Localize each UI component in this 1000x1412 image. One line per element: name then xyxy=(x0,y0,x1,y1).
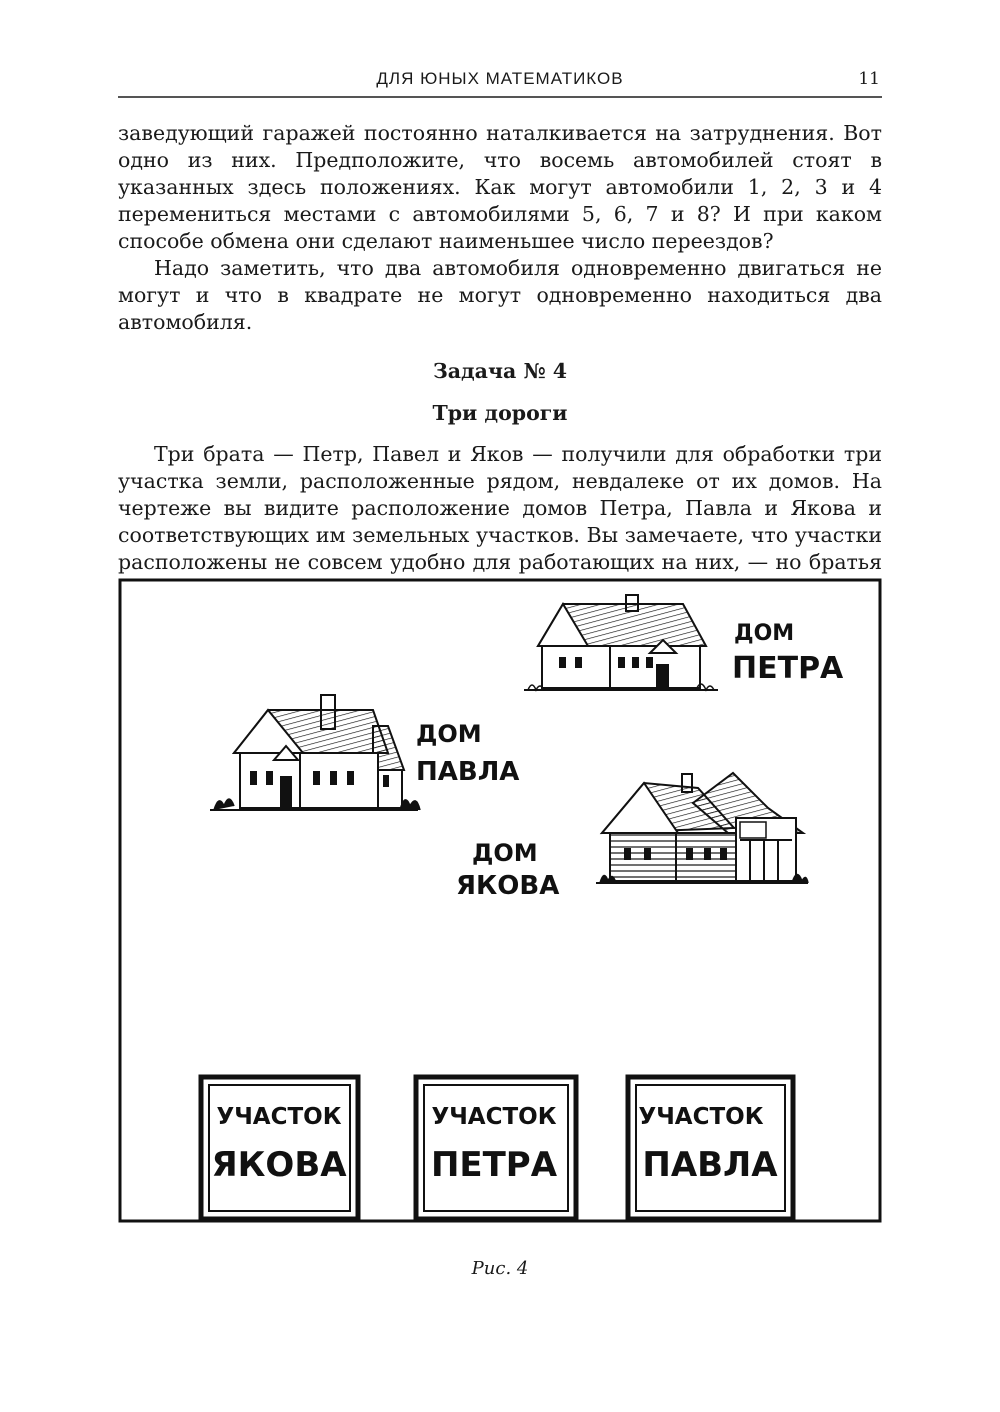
page-number: 11 xyxy=(858,69,880,89)
body-text xyxy=(118,120,882,603)
house-yakov-label-line2: ЯКОВА xyxy=(456,871,560,901)
plot-pavel-label-line2: ПАВЛА xyxy=(642,1145,778,1185)
plot-yakov-label-line1: УЧАСТОК xyxy=(216,1104,342,1130)
house-pavel-label-line2: ПАВЛА xyxy=(416,757,520,787)
problem-title: Три дороги xyxy=(432,401,568,425)
running-head xyxy=(118,66,882,98)
house-yakov-label-line1: ДОМ xyxy=(472,839,538,867)
house-petr-label-line1: ДОМ xyxy=(734,621,795,646)
paragraph-continued: заведующий гаражей постоянно наталкивается на затруднения. Вот одно из них. Предположите, что восемь автомобилей стоят в указанных здесь положениях. Как могут автомобили 1, 2, 3 и 4 перемениться местами с автомобилями 5, 6, 7 и 8? И при каком способе обмена они сделают наименьшее число переездов? xyxy=(118,121,882,253)
plot-petr xyxy=(416,1077,576,1219)
figure xyxy=(118,578,882,1223)
running-title: ДЛЯ ЮНЫХ МАТЕМАТИКОВ xyxy=(376,69,624,88)
plot-pavel-label-line1: УЧАСТОК xyxy=(638,1104,764,1130)
paragraph-note: Надо заметить, что два автомобиля одновременно двигаться не могут и что в квадрате не могут одновременно находиться два автомобиля. xyxy=(118,256,882,334)
figure-caption: Рис. 4 xyxy=(471,1258,529,1279)
problem-number: Задача № 4 xyxy=(432,359,568,383)
plot-petr-label-line1: УЧАСТОК xyxy=(431,1104,557,1130)
plot-yakov xyxy=(201,1077,358,1219)
plot-pavel xyxy=(628,1077,793,1219)
plot-petr-label-line2: ПЕТРА xyxy=(430,1145,558,1185)
house-pavel-label-line1: ДОМ xyxy=(416,720,482,748)
figure-drawing xyxy=(118,578,882,1223)
paragraph-problem: Три брата — Петр, Павел и Яков — получили для обработки три участка земли, расположенные рядом, невдалеке от их домов. На чертеже вы видите расположение домов Петра, Павла и Якова и соответствующих им земельных участков. Вы замечаете, что участки расположены не совсем удобно для работающих на них, — но братья xyxy=(118,442,882,574)
house-petr-label-line2: ПЕТРА xyxy=(732,651,844,686)
plot-yakov-label-line2: ЯКОВА xyxy=(211,1145,347,1185)
